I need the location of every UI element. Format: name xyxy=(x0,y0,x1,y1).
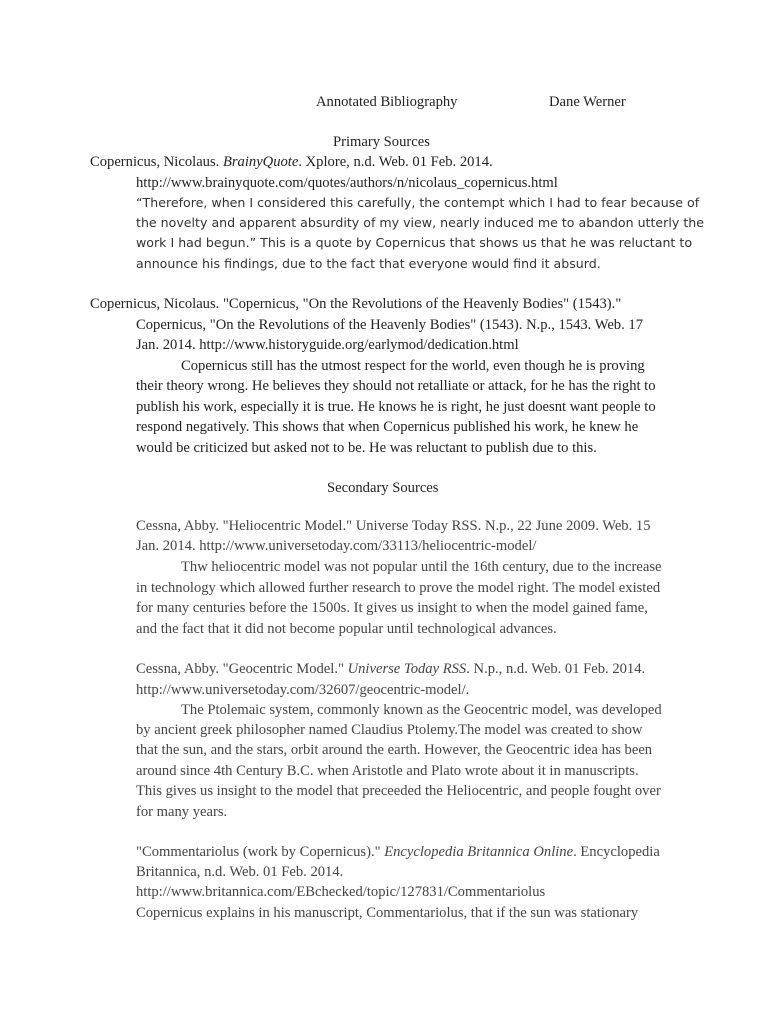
citation-text: Copernicus, Nicolaus. xyxy=(90,154,223,170)
secondary-entry-1-citation: Cessna, Abby. "Heliocentric Model." Universe Today RSS. N.p., 22 June 2009. Web. 15 xyxy=(136,518,651,534)
primary-entry-2-citation: Copernicus, Nicolaus. "Copernicus, "On the Revolutions of the Heavenly Bodies" (1543)." xyxy=(90,296,622,312)
primary-sources-heading: Primary Sources xyxy=(333,134,430,150)
annotation-line: that the sun, and the stars, orbit around the earth. However, the Geocentric idea has been xyxy=(136,742,653,758)
citation-line: Jan. 2014. http://www.historyguide.org/earlymod/dedication.html xyxy=(136,337,519,353)
primary-entry-1-citation xyxy=(90,152,493,172)
secondary-entry-2-citation xyxy=(136,659,645,679)
annotation-line: Thw heliocentric model was not popular until the 16th century, due to the increase xyxy=(181,559,662,575)
primary-entry-1-url: http://www.brainyquote.com/quotes/authors/n/nicolaus_copernicus.html xyxy=(136,175,558,191)
citation-text: Cessna, Abby. "Geocentric Model." xyxy=(136,661,348,677)
annotation-line: This gives us insight to the model that preceeded the Heliocentric, and people fought over xyxy=(136,783,661,799)
citation-text: . Xplore, n.d. Web. 01 Feb. 2014. xyxy=(298,154,493,170)
annotation-line: “Therefore, when I considered this carefully, the contempt which I had to fear because of xyxy=(136,195,700,210)
citation-line: Britannica, n.d. Web. 01 Feb. 2014. xyxy=(136,864,344,880)
annotation-line: publish his work, especially it is true. He knows he is right, he just doesnt want people to xyxy=(136,399,656,415)
document-title: Annotated Bibliography xyxy=(316,94,458,110)
author-name: Dane Werner xyxy=(549,94,626,110)
annotation-line: work I had begun.” This is a quote by Copernicus that shows us that he was reluctant to xyxy=(136,235,693,250)
annotation-line: would be criticized but asked not to be. He was reluctant to publish due to this. xyxy=(136,440,597,456)
annotation-line: for many centuries before the 1500s. It gives us insight to when the model gained fame, xyxy=(136,600,648,616)
annotation-line: in technology which allowed further research to prove the model right. The model existed xyxy=(136,580,661,596)
secondary-entry-3-citation xyxy=(136,842,660,862)
citation-line: Jan. 2014. http://www.universetoday.com/33113/heliocentric-model/ xyxy=(136,538,537,554)
citation-text: . Encyclopedia xyxy=(573,844,660,860)
citation-line: http://www.britannica.com/EBchecked/topic/127831/Commentariolus xyxy=(136,884,546,900)
citation-italic-title: Encyclopedia Britannica Online xyxy=(384,844,574,860)
annotation-line: around since 4th Century B.C. when Aristotle and Plato wrote about it in manuscripts. xyxy=(136,763,639,779)
annotation-line: for many years. xyxy=(136,804,228,820)
annotation-line: Copernicus explains in his manuscript, Commentariolus, that if the sun was stationary xyxy=(136,905,639,921)
citation-line: Copernicus, "On the Revolutions of the Heavenly Bodies" (1543). N.p., 1543. Web. 17 xyxy=(136,317,643,333)
annotation-line: and the fact that it did not become popular until technological advances. xyxy=(136,621,557,637)
citation-text: "Commentariolus (work by Copernicus)." xyxy=(136,844,385,860)
annotation-line: respond negatively. This shows that when Copernicus published his work, he knew he xyxy=(136,419,639,435)
citation-line: http://www.universetoday.com/32607/geocentric-model/. xyxy=(136,682,470,698)
annotation-line: The Ptolemaic system, commonly known as the Geocentric model, was developed xyxy=(181,702,662,718)
annotation-line: announce his findings, due to the fact that everyone would find it absurd. xyxy=(136,256,601,271)
citation-text: . N.p., n.d. Web. 01 Feb. 2014. xyxy=(466,661,646,677)
citation-italic-title: Universe Today RSS xyxy=(347,661,467,677)
citation-italic-title: BrainyQuote xyxy=(222,154,299,170)
secondary-sources-heading: Secondary Sources xyxy=(327,480,439,496)
annotation-line: the novelty and apparent absurdity of my view, nearly induced me to abandon utterly the xyxy=(136,215,704,230)
annotation-line: their theory wrong. He believes they should not retalliate or attack, for he has the right to xyxy=(136,378,656,394)
annotation-line: Copernicus still has the utmost respect for the world, even though he is proving xyxy=(181,358,645,374)
annotation-line: by ancient greek philosopher named Claudius Ptolemy.The model was created to show xyxy=(136,722,643,738)
